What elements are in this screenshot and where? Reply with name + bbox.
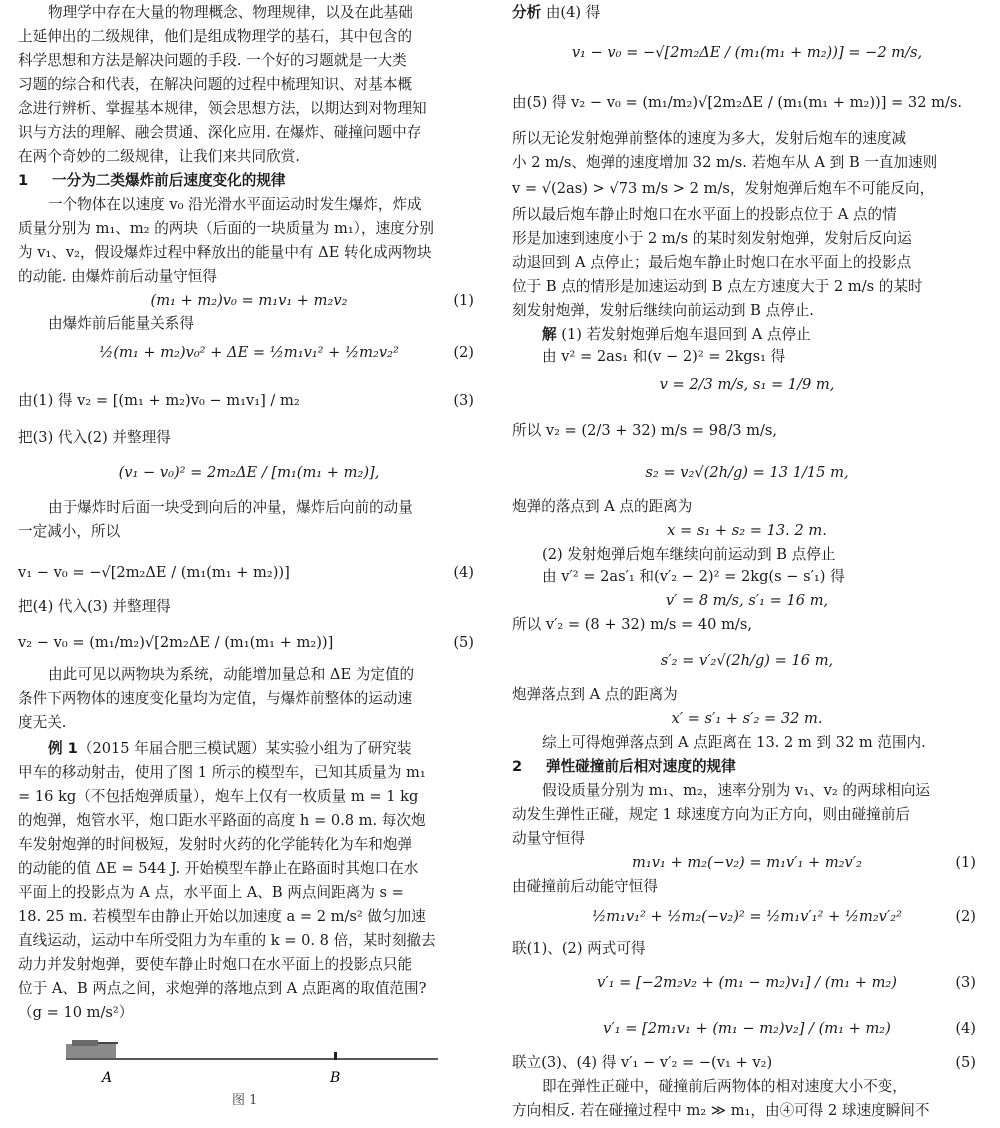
line-text: 由爆炸前后能量关系得 <box>48 315 194 332</box>
text-line <box>18 930 480 952</box>
text-line <box>18 521 480 543</box>
line-text: 18. 25 m. 若模型车由静止开始以加速度 a = 2 m/s² 做匀加速 <box>18 908 426 925</box>
line-text: 所以最后炮车静止时炮口在水平面上的投影点位于 A 点的情 <box>512 206 897 223</box>
text-line <box>18 427 480 449</box>
line-text: 习题的综合和代表，在解决问题的过程中梳理知识、对基本概 <box>18 76 413 93</box>
text-line <box>512 496 982 518</box>
text-line <box>18 98 480 120</box>
line-text: 科学思想和方法是解决问题的手段. 一个好的习题就是一大类 <box>18 52 407 69</box>
text-line <box>18 762 480 784</box>
line-text: 炮弹的落点到 A 点的距离为 <box>512 498 693 515</box>
equation-line <box>512 972 982 994</box>
line-text: 一定减小，所以 <box>18 523 121 540</box>
equation-line <box>512 462 982 484</box>
equation-line <box>512 42 982 64</box>
line-text: 的动能的值 ΔE = 544 J. 开始模型车静止在路面时其炮口在水 <box>18 860 419 877</box>
text-line <box>18 122 480 144</box>
text-line <box>512 128 982 150</box>
line-text: 位于 A、B 两点之间，求炮弹的落地点到 A 点距离的取值范围? <box>18 980 427 997</box>
text-line <box>18 882 480 904</box>
text-line <box>18 906 480 928</box>
section-number: 2 <box>512 758 523 775</box>
text-line <box>512 544 982 566</box>
text-line <box>18 954 480 976</box>
equation-number: (1) <box>955 854 976 871</box>
text-line <box>18 834 480 856</box>
text-line <box>18 712 480 734</box>
equation-text: v′₁ = [2m₁v₁ + (m₁ − m₂)v₂] / (m₁ + m₂) <box>603 1020 891 1037</box>
line-text: 念进行辨析、掌握基本规律，领会思想方法，以期达到对物理知 <box>18 100 427 117</box>
text-line <box>18 242 480 264</box>
text-line <box>512 1076 982 1098</box>
line-text: 形是加速到速度小于 2 m/s 的某时刻发射炮弹，发射后反向运 <box>512 230 912 247</box>
line-text: 上延伸出的二级规律，他们是组成物理学的基石，其中包含的 <box>18 28 413 45</box>
text-line <box>512 276 982 298</box>
line-text: 物理学中存在大量的物理概念、物理规律，以及在此基础 <box>48 4 413 21</box>
line-text: 的炮弹，炮管水平，炮口距水平路面的高度 h = 0.8 m. 每次炮 <box>18 812 426 829</box>
text-line <box>18 218 480 240</box>
equation-line <box>512 520 982 542</box>
text-line <box>512 804 982 826</box>
section-title: 一分为二类爆炸前后速度变化的规律 <box>52 172 286 189</box>
line-text: 假设质量分别为 m₁、m₂，速率分别为 v₁、v₂ 的两球相向运 <box>542 782 930 799</box>
equation-number: (4) <box>453 564 474 581</box>
text-line <box>512 732 982 754</box>
text-line <box>18 596 480 618</box>
line-text: 的动能. 由爆炸前后动量守恒得 <box>18 268 217 285</box>
line-text: 把(3) 代入(2) 并整理得 <box>18 429 171 446</box>
text-line <box>512 2 982 24</box>
line-text: 甲车的移动射击，使用了图 1 所示的模型车，已知其质量为 m₁ <box>18 764 426 781</box>
section-number: 1 <box>18 172 29 189</box>
text-line <box>512 178 982 200</box>
line-text: （g = 10 m/s²） <box>18 1004 134 1021</box>
line-text: = 16 kg（不包括炮弹质量），炮车上仅有一枚质量 m = 1 kg <box>18 788 419 805</box>
equation-line <box>18 462 480 484</box>
figure-caption: 图 1 <box>232 1093 258 1108</box>
equation-text: s′₂ = v′₂√(2h/g) = 16 m, <box>660 652 834 669</box>
equation-line <box>18 632 480 654</box>
equation-number: (3) <box>955 974 976 991</box>
equation-number: (5) <box>453 634 474 651</box>
line-text: 质量分别为 m₁、m₂ 的两块（后面的一块质量为 m₁），速度分别 <box>18 220 434 237</box>
figure-1 <box>18 1030 480 1124</box>
equation-line <box>512 590 982 612</box>
text-line <box>512 346 982 368</box>
line-text: 为 v₁、v₂，假设爆炸过程中释放出的能量中有 ΔE 转化成两物块 <box>18 244 432 261</box>
text-line <box>18 2 480 24</box>
equation-text: x′ = s′₁ + s′₂ = 32 m. <box>671 710 823 727</box>
text-line <box>512 324 982 346</box>
point-b-label: B <box>330 1070 341 1086</box>
text-line <box>18 74 480 96</box>
equation-number: (2) <box>955 908 976 925</box>
equation-number: (4) <box>955 1020 976 1037</box>
text-line <box>18 50 480 72</box>
equation-text: x = s₁ + s₂ = 13. 2 m. <box>667 522 827 539</box>
line-text: 由 v′² = 2as′₁ 和(v′₂ − 2)² = 2kg(s − s′₁) 得 <box>542 568 845 585</box>
line-text: 所以无论发射炮弹前整体的速度为多大，发射后炮车的速度减 <box>512 130 907 147</box>
label-prefix: 解 <box>542 326 557 343</box>
equation-text: v′₁ = [−2m₂v₂ + (m₁ − m₂)v₁] / (m₁ + m₂) <box>597 974 897 991</box>
equation-line <box>512 374 982 396</box>
equation-text: s₂ = v₂√(2h/g) = 13 1/15 m, <box>645 464 849 481</box>
label-prefix: 例 1 <box>48 740 78 757</box>
text-line <box>512 420 982 442</box>
equation-line <box>18 290 480 312</box>
point-b-marker <box>334 1052 337 1060</box>
equation-line <box>512 852 982 874</box>
line-text: 所以 v₂ = (2/3 + 32) m/s = 98/3 m/s, <box>512 422 778 439</box>
text-line <box>18 978 480 1000</box>
line-text: 即在弹性正碰中，碰撞前后两物体的相对速度大小不变， <box>542 1078 907 1095</box>
line-text: 度无关. <box>18 714 67 731</box>
line-text: 由(4) 得 <box>541 4 601 21</box>
line-text: 车发射炮弹的时间极短，发射时火药的化学能转化为车和炮弹 <box>18 836 413 853</box>
line-text: 由于爆炸时后面一块受到向后的冲量，爆炸后向前的动量 <box>48 499 413 516</box>
section-heading <box>18 170 480 192</box>
text-line <box>18 738 480 760</box>
text-line <box>18 688 480 710</box>
text-line <box>512 566 982 588</box>
text-line <box>18 1002 480 1024</box>
equation-line <box>512 1018 982 1040</box>
text-line <box>512 300 982 322</box>
text-line <box>18 810 480 832</box>
equation-line <box>512 708 982 730</box>
equation-text: v₁ − v₀ = −√[2m₂ΔE / (m₁(m₁ + m₂))] = −2 m/s, <box>571 44 923 61</box>
line-text: 综上可得炮弹落点到 A 点距离在 13. 2 m 到 32 m 范围内. <box>542 734 926 751</box>
text-line <box>512 684 982 706</box>
line-text: 动退回到 A 点停止；最后炮车静止时炮口在水平面上的投影点 <box>512 254 912 271</box>
line-text: 由 v² = 2as₁ 和(v − 2)² = 2kgs₁ 得 <box>542 348 786 365</box>
line-text: 条件下两物体的速度变化量均为定值，与爆炸前整体的运动速 <box>18 690 413 707</box>
text-line <box>512 228 982 250</box>
line-text: 动量守恒得 <box>512 830 585 847</box>
line-text: 方向相反. 若在碰撞过程中 m₂ ≫ m₁，由④可得 2 球速度瞬间不 <box>512 1102 930 1119</box>
text-line <box>18 266 480 288</box>
line-text: 刻发射炮弹，发射后继续向前运动到 B 点停止. <box>512 302 814 319</box>
equation-text: v′ = 8 m/s, s′₁ = 16 m, <box>665 592 829 609</box>
equation-text: v = 2/3 m/s, s₁ = 1/9 m, <box>659 376 835 393</box>
equation-number: (3) <box>453 392 474 409</box>
line-text: 直线运动，运动中车所受阻力为车重的 k = 0. 8 倍，某时刻撤去 <box>18 932 436 949</box>
line-text: 所以 v′₂ = (8 + 32) m/s = 40 m/s, <box>512 616 752 633</box>
equation-text: (m₁ + m₂)v₀ = m₁v₁ + m₂v₂ <box>150 292 348 309</box>
equation-line <box>18 390 480 412</box>
line-text: 炮弹落点到 A 点的距离为 <box>512 686 678 703</box>
line-text: 由此可见以两物块为系统，动能增加量总和 ΔE 为定值的 <box>48 666 415 683</box>
text-line <box>18 786 480 808</box>
point-a-label: A <box>102 1070 113 1086</box>
text-line <box>512 828 982 850</box>
line-text: v₂ − v₀ = (m₁/m₂)√[2m₂ΔE / (m₁(m₁ + m₂))] <box>18 634 334 651</box>
line-text: 由(5) 得 v₂ − v₀ = (m₁/m₂)√[2m₂ΔE / (m₁(m₁ + m₂))] = 32 m/s. <box>512 94 963 111</box>
equation-number: (2) <box>453 344 474 361</box>
text-line <box>512 204 982 226</box>
text-line <box>18 26 480 48</box>
line-text: 识与方法的理解、融会贯通、深化应用. 在爆炸、碰撞问题中存 <box>18 124 422 141</box>
equation-text: ½m₁v₁² + ½m₂(−v₂)² = ½m₁v′₁² + ½m₂v′₂² <box>592 908 902 925</box>
text-line <box>512 1100 982 1122</box>
text-line <box>18 146 480 168</box>
text-line <box>512 780 982 802</box>
equation-text: (v₁ − v₀)² = 2m₂ΔE / [m₁(m₁ + m₂)], <box>118 464 380 481</box>
text-line <box>512 938 982 960</box>
equation-line <box>512 1052 982 1074</box>
line-text: 把(4) 代入(3) 并整理得 <box>18 598 171 615</box>
equation-line <box>18 562 480 584</box>
text-line <box>18 664 480 686</box>
model-car-icon <box>66 1044 116 1058</box>
text-line <box>18 194 480 216</box>
equation-line <box>512 650 982 672</box>
line-text: (1) 若发射炮弹后炮车退回到 A 点停止 <box>556 326 811 343</box>
line-text: (2) 发射炮弹后炮车继续向前运动到 B 点停止 <box>542 546 836 563</box>
equation-line <box>512 906 982 928</box>
line-text: 由(1) 得 v₂ = [(m₁ + m₂)v₀ − m₁v₁] / m₂ <box>18 392 300 409</box>
equation-line <box>18 342 480 364</box>
section-title: 弹性碰撞前后相对速度的规律 <box>546 758 736 775</box>
equation-text: m₁v₁ + m₂(−v₂) = m₁v′₁ + m₂v′₂ <box>632 854 862 871</box>
line-text: 在两个奇妙的二级规律，让我们来共同欣赏. <box>18 148 300 165</box>
line-text: 平面上的投影点为 A 点，水平面上 A、B 两点间距离为 s = <box>18 884 404 901</box>
line-text: v = √(2as) > √73 m/s > 2 m/s，发射炮弹后炮车不可能反向， <box>512 180 935 197</box>
equation-number: (5) <box>955 1054 976 1071</box>
label-prefix: 分析 <box>512 4 542 21</box>
line-text: 动发生弹性正碰，规定 1 球速度方向为正方向，则由碰撞前后 <box>512 806 911 823</box>
section-heading <box>512 756 982 778</box>
text-line <box>18 497 480 519</box>
equation-text: ½(m₁ + m₂)v₀² + ΔE = ½m₁v₁² + ½m₂v₂² <box>99 344 399 361</box>
text-line <box>512 876 982 898</box>
line-text: （2015 年届合肥三模试题）某实验小组为了研究装 <box>77 740 412 757</box>
line-text: v₁ − v₀ = −√[2m₂ΔE / (m₁(m₁ + m₂))] <box>18 564 290 581</box>
line-text: 小 2 m/s、炮弹的速度增加 32 m/s. 若炮车从 A 到 B 一直加速则 <box>512 154 938 171</box>
text-line <box>512 92 982 114</box>
line-text: 联立(3)、(4) 得 v′₁ − v′₂ = −(v₁ + v₂) <box>512 1054 773 1071</box>
line-text: 由碰撞前后动能守恒得 <box>512 878 658 895</box>
text-line <box>512 152 982 174</box>
line-text: 联(1)、(2) 两式可得 <box>512 940 646 957</box>
line-text: 动力并发射炮弹，要使车静止时炮口在水平面上的投影点只能 <box>18 956 413 973</box>
text-line <box>18 858 480 880</box>
line-text: 位于 B 点的情形是加速运动到 B 点左方速度大于 2 m/s 的某时 <box>512 278 923 295</box>
equation-number: (1) <box>453 292 474 309</box>
text-line <box>512 252 982 274</box>
text-line <box>512 614 982 636</box>
line-text: 一个物体在以速度 v₀ 沿光滑水平面运动时发生爆炸，炸成 <box>48 196 422 213</box>
text-line <box>18 313 480 335</box>
figure-1-diagram <box>18 1030 480 1124</box>
